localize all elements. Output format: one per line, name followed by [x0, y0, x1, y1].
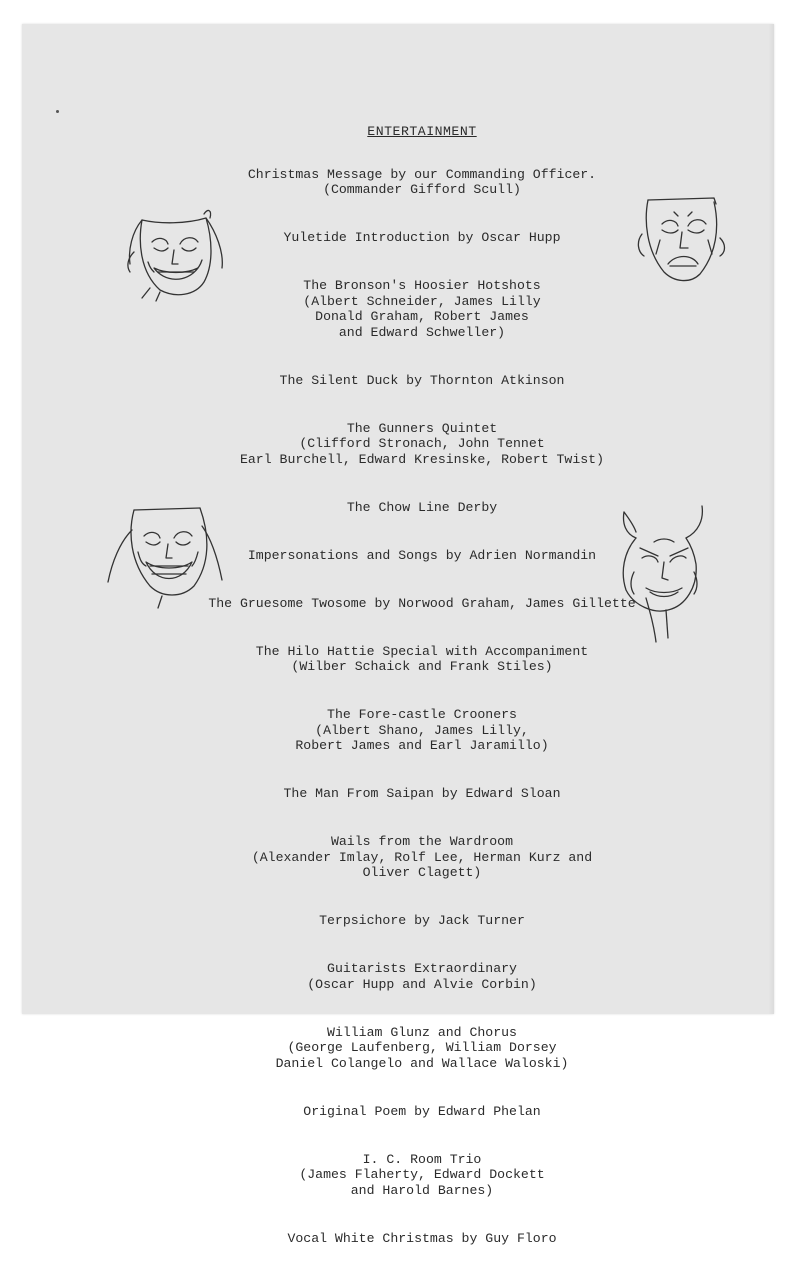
entry-title: I. C. Room Trio — [362, 1151, 482, 1167]
program-entry — [162, 961, 682, 992]
entry-performers: (Commander Gifford Scull) — [323, 182, 521, 197]
entry-title: The Gunners Quintet — [346, 420, 498, 436]
entry-title: William Glunz and Chorus — [327, 1024, 517, 1040]
program-entry — [162, 596, 682, 612]
entry-performers: (Alexander Imlay, Rolf Lee, Herman Kurz and Oliver Clagett) — [251, 849, 593, 880]
entry-title: Impersonations and Songs by Adrien Normandin — [247, 547, 597, 563]
comedy-mask-icon — [120, 202, 230, 302]
program-title: ENTERTAINMENT — [367, 123, 477, 139]
program-entry — [162, 500, 682, 516]
program-entry — [162, 1231, 682, 1247]
program-entry — [162, 548, 682, 564]
program-entry — [162, 913, 682, 929]
entry-performers: (James Flaherty, Edward Dockett and Harold Barnes) — [299, 1167, 545, 1198]
program-entry — [162, 1104, 682, 1120]
devil-mask-icon — [606, 502, 716, 652]
program-entry — [162, 834, 682, 881]
program-entry — [162, 707, 682, 754]
entry-title: The Fore-castle Crooners — [327, 707, 517, 722]
entry-title: Yuletide Introduction by Oscar Hupp — [283, 230, 561, 245]
entry-title: The Chow Line Derby — [346, 499, 498, 515]
program-entry — [162, 1152, 682, 1199]
entry-title: Original Poem by Edward Phelan — [303, 1103, 541, 1119]
entry-title: Wails from the Wardroom — [330, 834, 514, 849]
entry-performers: (Albert Schneider, James Lilly Donald Graham, Robert James and Edward Schweller) — [303, 293, 541, 340]
laughing-mask-icon — [106, 502, 226, 612]
program-entry — [162, 421, 682, 468]
program-text — [162, 108, 682, 1279]
entry-title: Guitarists Extraordinary — [327, 961, 517, 976]
program-entry — [162, 373, 682, 389]
entry-performers: (George Laufenberg, William Dorsey Daniel Colangelo and Wallace Waloski) — [275, 1040, 569, 1071]
entry-title: The Silent Duck by Thornton Atkinson — [279, 372, 565, 388]
program-entry — [162, 230, 682, 246]
program-entry — [162, 167, 682, 198]
entry-title: Terpsichore by Jack Turner — [319, 913, 525, 928]
entry-performers: (Clifford Stronach, John Tennet Earl Burchell, Edward Kresinske, Robert Twist) — [239, 436, 605, 467]
entry-performers: (Albert Shano, James Lilly, Robert James and Earl Jaramillo) — [295, 722, 549, 753]
program-entry — [162, 786, 682, 802]
paper-blemish — [56, 110, 59, 113]
program-entry — [162, 644, 682, 675]
program-entry — [162, 278, 682, 340]
entry-title: The Bronson's Hoosier Hotshots — [303, 278, 541, 293]
entry-performers: (Oscar Hupp and Alvie Corbin) — [307, 976, 537, 992]
entry-title: The Gruesome Twosome by Norwood Graham, James Gillette — [208, 595, 636, 611]
entry-title: The Man From Saipan by Edward Sloan — [283, 786, 561, 801]
entry-title: The Hilo Hattie Special with Accompaniment — [255, 643, 589, 659]
entry-performers: (Wilber Schaick and Frank Stiles) — [291, 659, 553, 674]
program-entry — [162, 1025, 682, 1072]
program-sheet — [22, 24, 774, 1246]
entry-title: Vocal White Christmas by Guy Floro — [287, 1230, 557, 1246]
tragedy-mask-icon — [634, 194, 734, 294]
entry-title: Christmas Message by our Commanding Officer. — [247, 166, 597, 182]
